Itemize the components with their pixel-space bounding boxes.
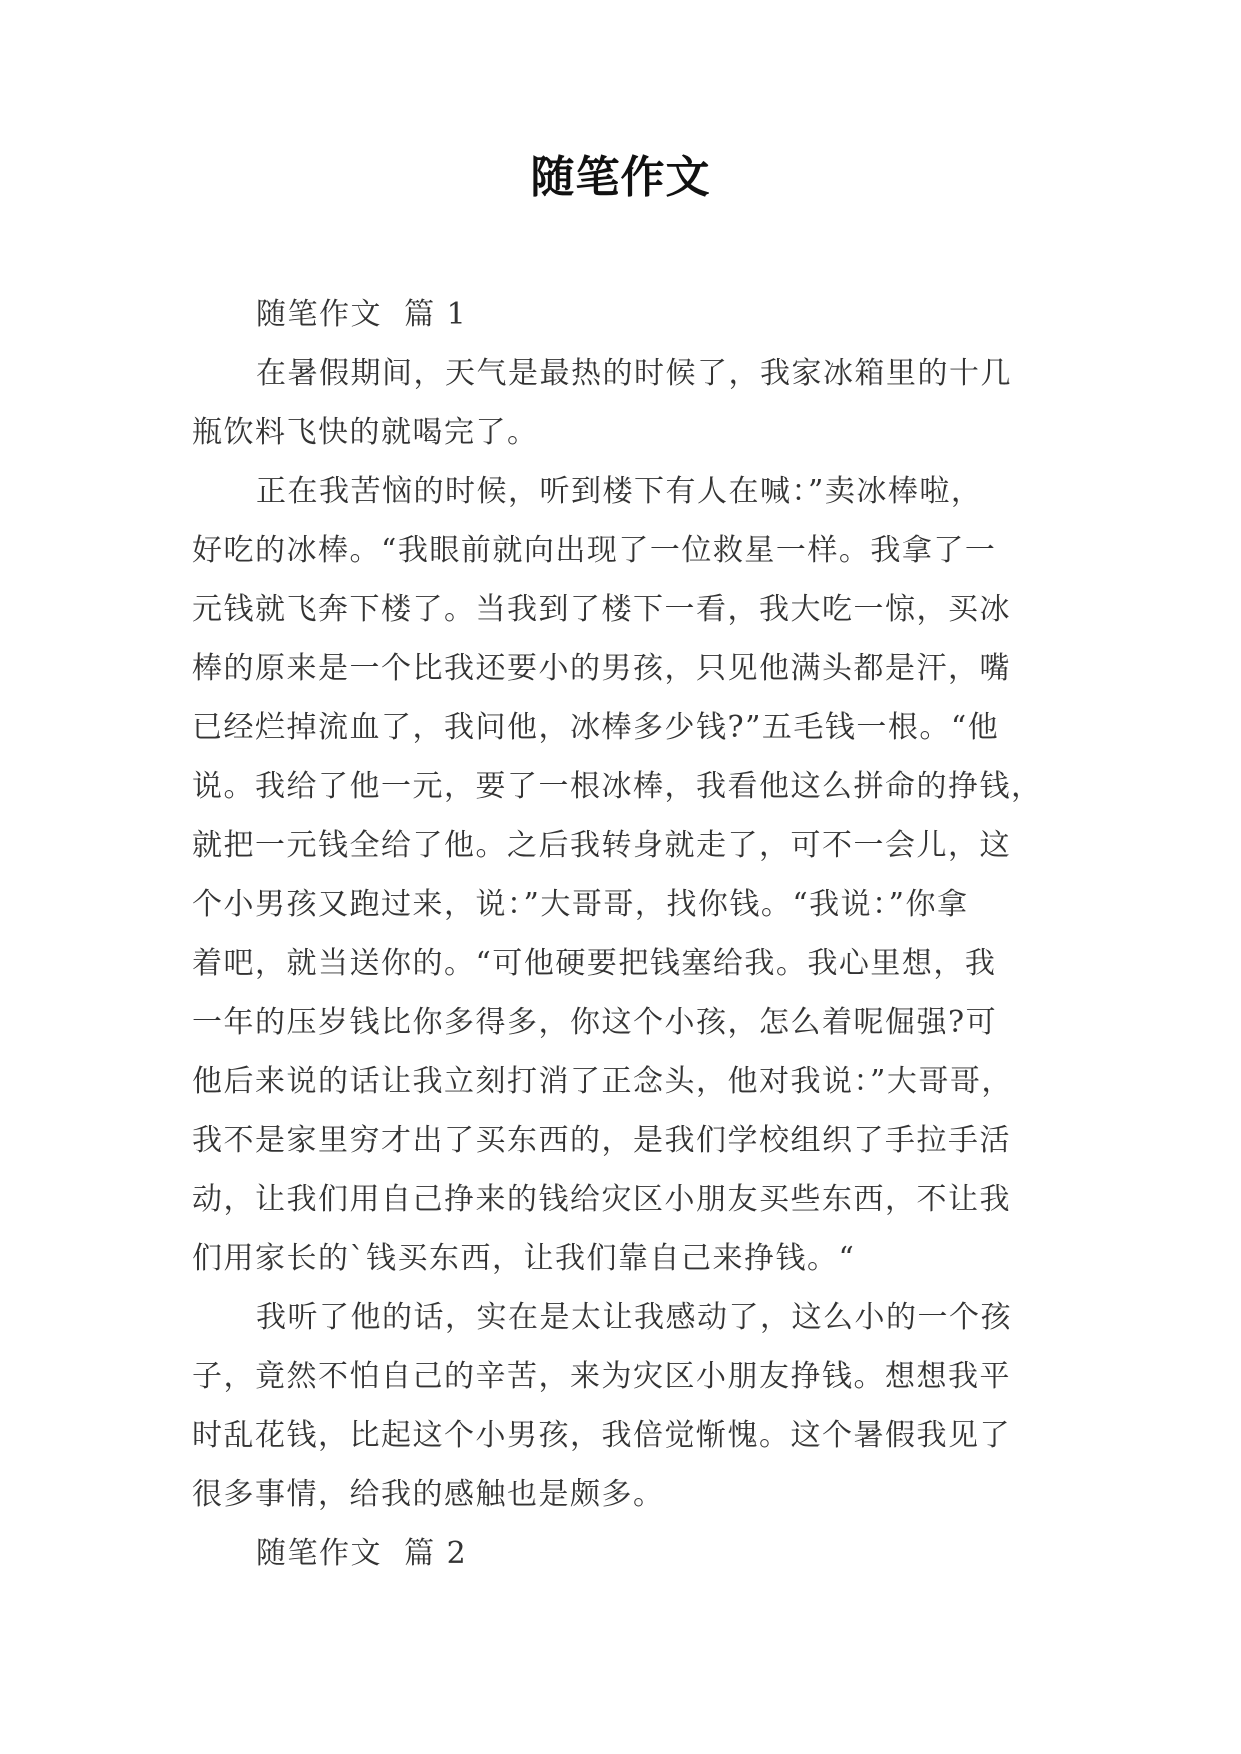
text-line: 个小男孩又跑过来，说：”大哥哥，找你钱。“我说：”你拿 bbox=[192, 887, 969, 922]
text-line: 着吧，就当送你的。“可他硬要把钱塞给我。我心里想，我 bbox=[192, 946, 997, 981]
text-line: 我不是家里穷才出了买东西的，是我们学校组织了手拉手活 bbox=[192, 1123, 1011, 1158]
text-line: 我听了他的话，实在是太让我感动了，这么小的一个孩 bbox=[256, 1300, 1012, 1335]
text-line: 好吃的冰棒。“我眼前就向出现了一位救星一样。我拿了一 bbox=[192, 533, 997, 568]
text-line: 在暑假期间，天气是最热的时候了，我家冰箱里的十几 bbox=[256, 356, 1012, 391]
text-line: 一年的压岁钱比你多得多，你这个小孩，怎么着呢倔强?可 bbox=[192, 1005, 998, 1040]
section-heading-2: 随笔作文 篇 2 bbox=[256, 1536, 468, 1571]
text-line: 正在我苦恼的时候，听到楼下有人在喊：”卖冰棒啦， bbox=[256, 474, 983, 509]
document-body bbox=[192, 285, 1052, 1583]
text-line: 元钱就飞奔下楼了。当我到了楼下一看，我大吃一惊，买冰 bbox=[192, 592, 1011, 627]
text-line: 就把一元钱全给了他。之后我转身就走了，可不一会儿，这 bbox=[192, 828, 1011, 863]
text-line: 很多事情，给我的感触也是颇多。 bbox=[192, 1477, 665, 1512]
text-line: 他后来说的话让我立刻打消了正念头，他对我说：”大哥哥， bbox=[192, 1064, 1013, 1099]
text-line: 时乱花钱，比起这个小男孩，我倍觉惭愧。这个暑假我见了 bbox=[192, 1418, 1011, 1453]
text-line: 子，竟然不怕自己的辛苦，来为灾区小朋友挣钱。想想我平 bbox=[192, 1359, 1011, 1394]
text-line: 们用家长的`钱买东西，让我们靠自己来挣钱。“ bbox=[192, 1241, 856, 1276]
text-line: 棒的原来是一个比我还要小的男孩，只见他满头都是汗，嘴 bbox=[192, 651, 1011, 686]
text-line: 已经烂掉流血了，我问他，冰棒多少钱?”五毛钱一根。“他 bbox=[192, 710, 1000, 745]
text-line: 瓶饮料飞快的就喝完了。 bbox=[192, 415, 539, 450]
document-title: 随笔作文 bbox=[530, 152, 711, 203]
text-line: 说。我给了他一元，要了一根冰棒，我看他这么拼命的挣钱， bbox=[192, 769, 1043, 804]
section-heading-1: 随笔作文 篇 1 bbox=[256, 297, 468, 332]
text-line: 动，让我们用自己挣来的钱给灾区小朋友买些东西，不让我 bbox=[192, 1182, 1011, 1217]
